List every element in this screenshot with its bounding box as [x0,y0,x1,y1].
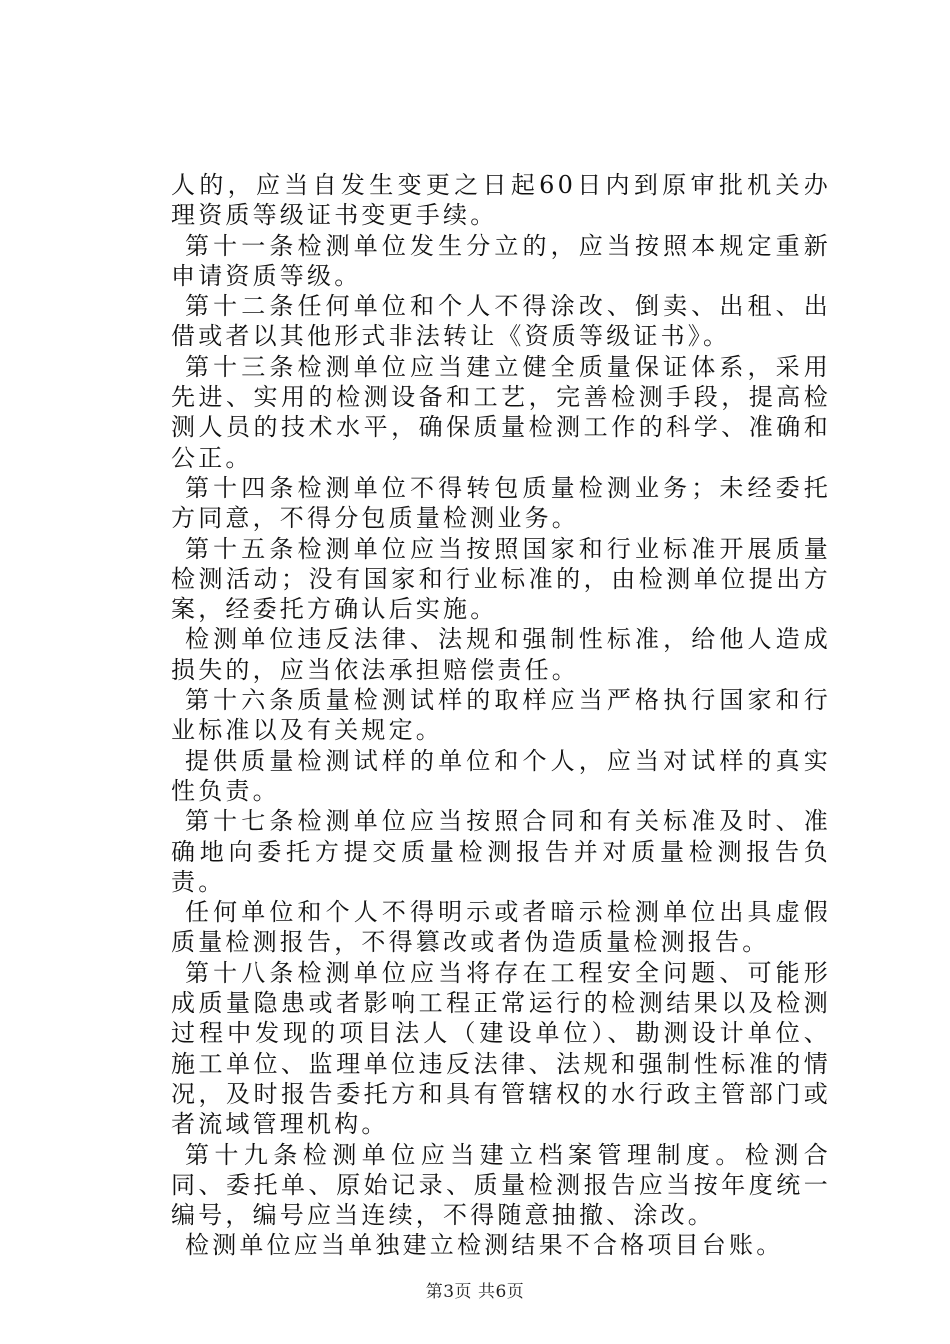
paragraph-article-14: 第十四条检测单位不得转包质量检测业务；未经委托方同意，不得分包质量检测业务。 [171,473,831,533]
paragraph-article-17: 第十七条检测单位应当按照合同和有关标准及时、准确地向委托方提交质量检测报告并对质量检测报告负责。 [171,807,831,896]
paragraph-article-15-clause: 检测单位违反法律、法规和强制性标准，给他人造成损失的，应当依法承担赔偿责任。 [171,625,831,684]
paragraph-article-16-clause: 提供质量检测试样的单位和个人，应当对试样的真实性负责。 [171,746,831,805]
paragraph-article-17-clause: 任何单位和个人不得明示或者暗示检测单位出具虚假质量检测报告，不得篡改或者伪造质量检测报告。 [171,898,831,957]
paragraph-article-12: 第十二条任何单位和个人不得涂改、倒卖、出租、出借或者以其他形式非法转让《资质等级证书》。 [171,292,831,351]
paragraph-article-11: 第十一条检测单位发生分立的，应当按照本规定重新申请资质等级。 [171,231,831,290]
paragraph-continuation: 人的，应当自发生变更之日起60日内到原审批机关办理资质等级证书变更手续。 [171,171,831,230]
paragraph-article-16: 第十六条质量检测试样的取样应当严格执行国家和行业标准以及有关规定。 [171,686,831,745]
paragraph-article-18: 第十八条检测单位应当将存在工程安全问题、可能形成质量隐患或者影响工程正常运行的检测结果以及检测过程中发现的项目法人（建设单位）、勘测设计单位、施工单位、监理单位违反法律、法规和强制性标准的情况，及时报告委托方和具有管辖权的水行政主管部门或者流域管理机构。 [171,958,831,1139]
paragraph-article-19: 第十九条检测单位应当建立档案管理制度。检测合同、委托单、原始记录、质量检测报告应当按年度统一编号，编号应当连续，不得随意抽撤、涂改。 [171,1140,831,1230]
paragraph-article-19-clause: 检测单位应当单独建立检测结果不合格项目台账。 [185,1231,784,1260]
document-body [171,170,831,1261]
page-number-footer: 第3页 共6页 [425,1282,525,1302]
paragraph-article-15: 第十五条检测单位应当按照国家和行业标准开展质量检测活动；没有国家和行业标准的，由检测单位提出方案，经委托方确认后实施。 [171,534,831,624]
paragraph-article-13: 第十三条检测单位应当建立健全质量保证体系，采用先进、实用的检测设备和工艺，完善检测手段，提高检测人员的技术水平，确保质量检测工作的科学、准确和公正。 [171,352,831,472]
